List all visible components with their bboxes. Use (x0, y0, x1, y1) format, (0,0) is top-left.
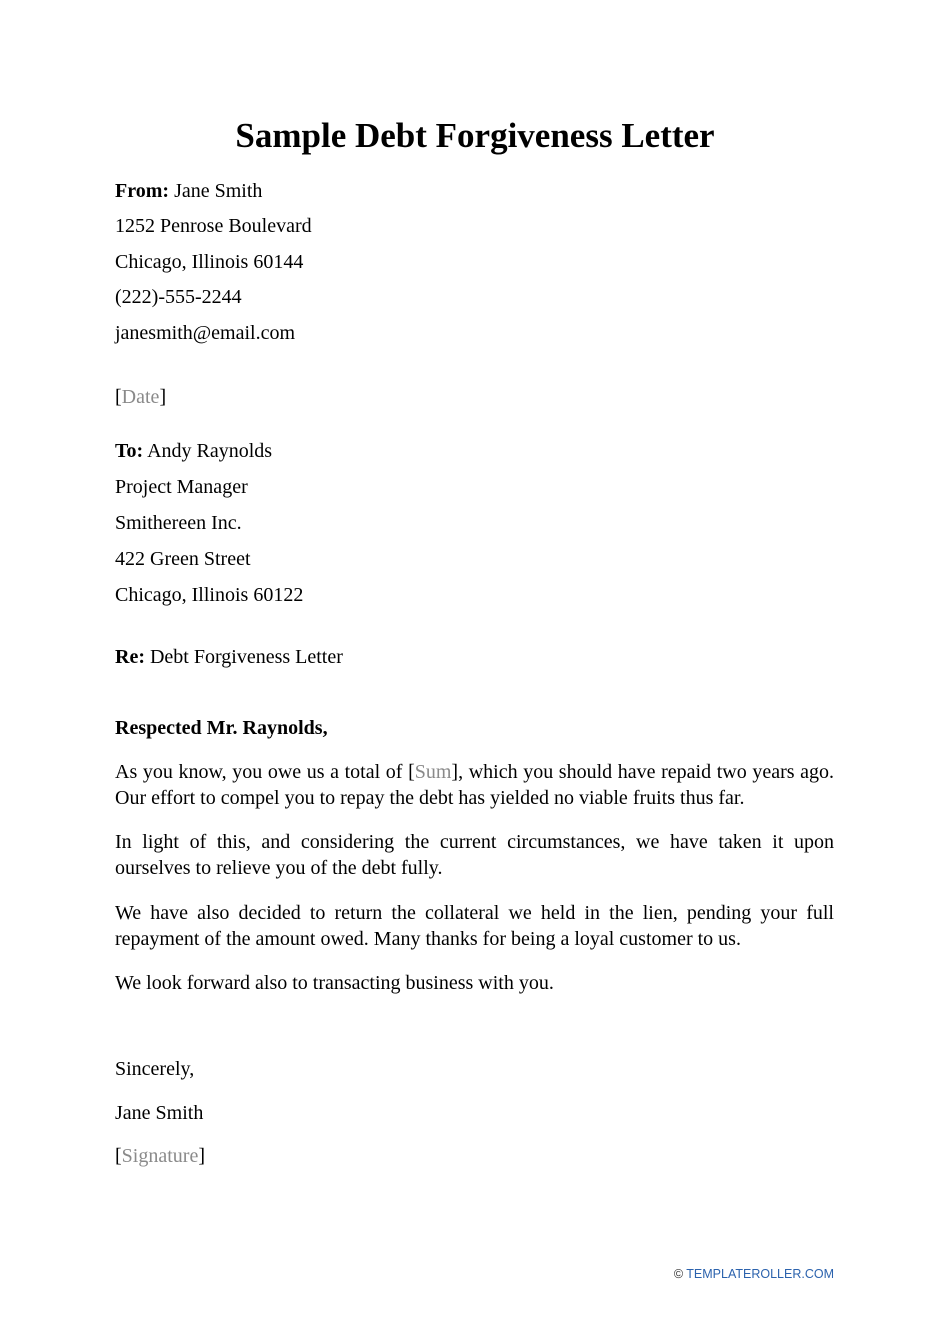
footer-site-link[interactable]: TEMPLATEROLLER.COM (686, 1267, 834, 1281)
to-label: To: (115, 440, 144, 462)
sender-address-line2: Chicago, Illinois 60144 (115, 251, 304, 273)
body-paragraph-1 (115, 759, 834, 811)
closing-name: Jane Smith (115, 1102, 204, 1124)
re-label: Re: (115, 646, 145, 668)
body-p1-after: , which you should have repaid two years ago. Our effort to compel you to repay the debt has yielded no viable fruits thus far. (115, 761, 834, 809)
sender-phone: (222)-555-2244 (115, 286, 242, 308)
body-paragraph-2: In light of this, and considering the current circumstances, we have taken it upon ourselves to relieve you of the debt fully. (115, 831, 834, 879)
recipient-name-line (115, 438, 272, 464)
sender-email: janesmith@email.com (115, 322, 296, 344)
recipient-title: Project Manager (115, 476, 248, 498)
recipient-company: Smithereen Inc. (115, 512, 242, 534)
date-open-bracket: [ (115, 386, 122, 408)
subject-line (115, 644, 343, 670)
date-close-bracket: ] (159, 386, 167, 408)
footer-watermark (674, 1266, 834, 1282)
signature-placeholder-text: Signature (121, 1145, 199, 1167)
date-placeholder-text: Date (121, 386, 160, 408)
signature-close-bracket: ] (198, 1145, 205, 1167)
body-paragraph-4: We look forward also to transacting business with you. (115, 972, 554, 994)
sender-name-line (115, 178, 262, 204)
copyright-icon: © (673, 1267, 684, 1281)
recipient-address-line2: Chicago, Illinois 60122 (115, 584, 304, 606)
valediction: Sincerely, (115, 1058, 195, 1080)
salutation: Respected Mr. Raynolds, (115, 717, 328, 739)
from-label: From: (115, 180, 170, 202)
signature-placeholder (115, 1143, 205, 1169)
document-title: Sample Debt Forgiveness Letter (235, 116, 715, 155)
sender-address-line1: 1252 Penrose Boulevard (115, 215, 312, 237)
body-paragraph-3: We have also decided to return the collateral we held in the lien, pending your full repayment of the amount owed. Many thanks for being a loyal customer to us. (115, 902, 834, 950)
sender-name: Jane Smith (174, 180, 263, 202)
sum-open-bracket: [ (408, 761, 415, 783)
date-placeholder (115, 384, 166, 410)
recipient-name: Andy Raynolds (147, 440, 273, 462)
signature-open-bracket: [ (115, 1145, 122, 1167)
sum-close-bracket: ] (451, 761, 459, 783)
recipient-address-line1: 422 Green Street (115, 548, 251, 570)
sum-placeholder: Sum (414, 761, 452, 783)
body-p1-before: As you know, you owe us a total of (115, 761, 409, 783)
subject-text: Debt Forgiveness Letter (149, 646, 343, 668)
